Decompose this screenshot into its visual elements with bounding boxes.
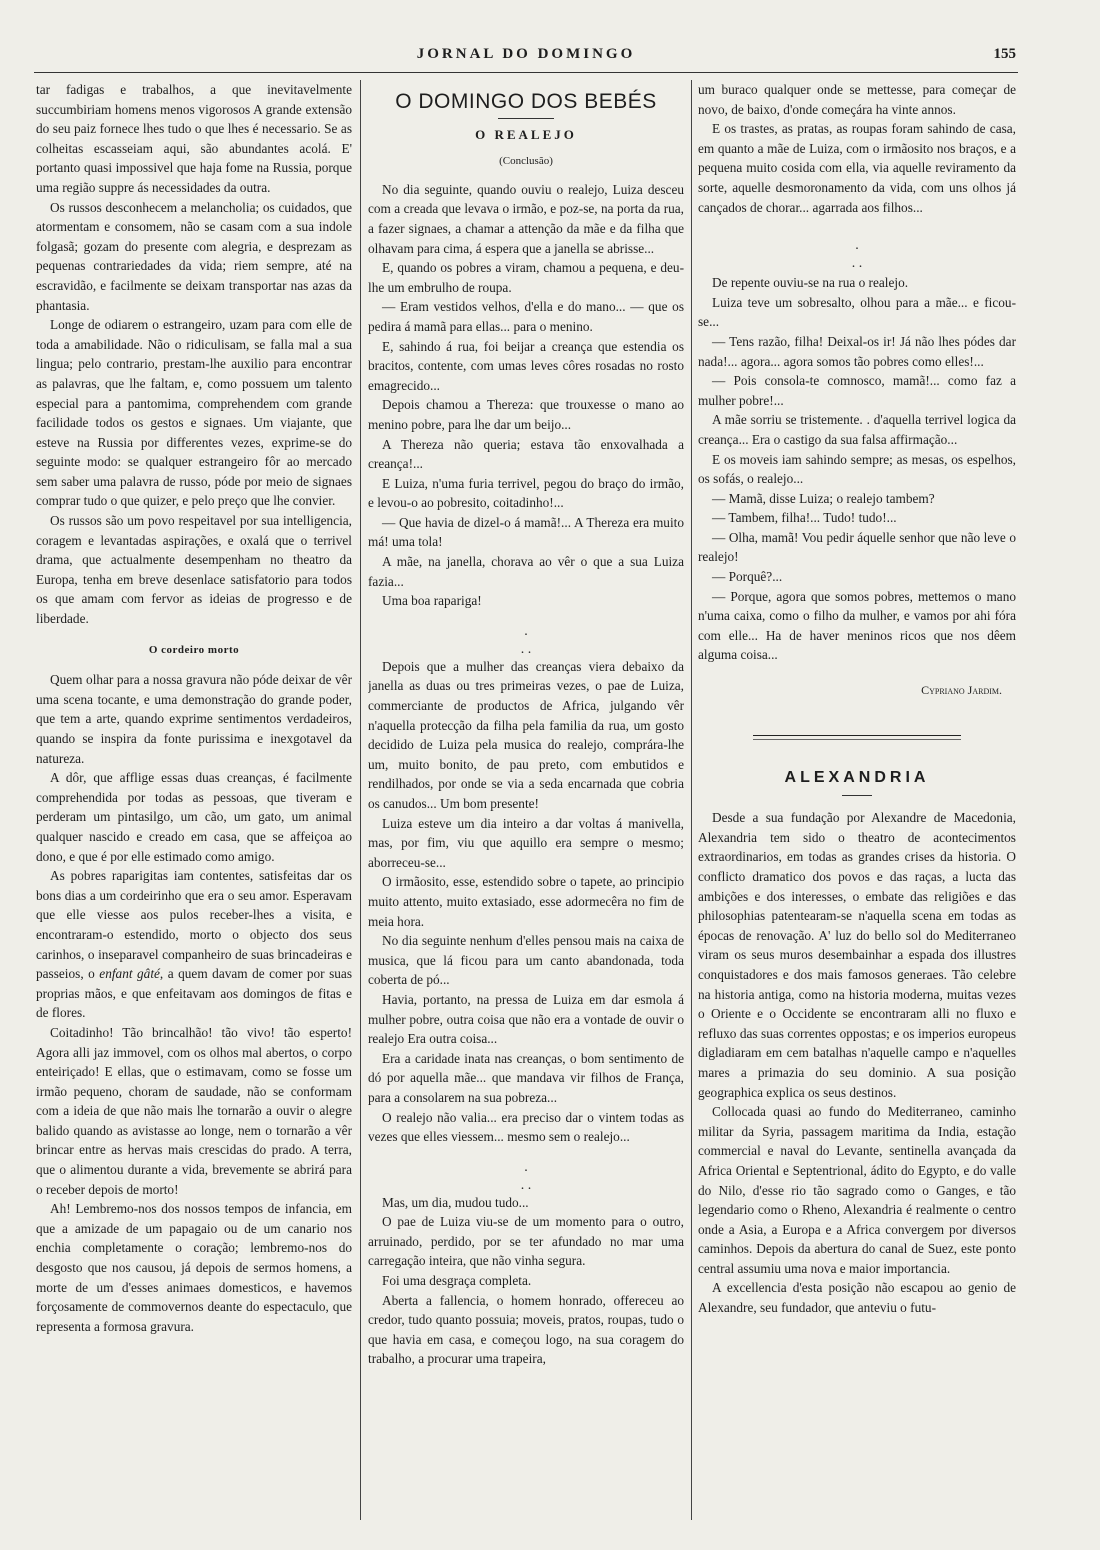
paragraph: — Tens razão, filha! Deixal-os ir! Já não lhes pódes dar nada!... agora... agora somos tão pobres como elles!... — [698, 333, 1016, 369]
paragraph: Coitadinho! Tão brincalhão! tão vivo! tão esperto! Agora alli jaz immovel, com os olhos mal abertos, o corpo enteiriçado! E ellas, que o estimavam, como se fosse um irmão pequeno, choram de saudade, não se conformam com a ideia de que não mais lhe tornarão a ouvir o alegre balido quando as avistasse ao longe, nem o tornarão a vêr brincar entre as hervas mais crescidas do prado. A terra, que o alimentou durante a vida, brevemente se abrirá para o receber depois de morto! — [36, 1024, 352, 1197]
article-title: ALEXANDRIA — [784, 768, 930, 786]
paragraph: O irmãosito, esse, estendido sobre o tapete, ao principio muito attento, muito extasiado, esse adormecêra no fim de meia hora. — [368, 874, 684, 929]
column-middle — [368, 80, 684, 1520]
paragraph: um buraco qualquer onde se mettesse, para começar de novo, de baixo, d'onde começára ha vinte annos. — [698, 82, 1016, 117]
italic-phrase: enfant gâté — [99, 966, 160, 982]
text-run: , a quem davam de comer por suas proprias mãos, e que enfeitavam aos domingos de fitas e de flores. — [36, 966, 352, 1021]
paragraph: Era a caridade inata nas creanças, o bom sentimento de dó por aquella mãe... que mandava vir filhos de França, para a consolarem na sua pobreza... — [368, 1050, 684, 1105]
title-rule — [498, 118, 554, 119]
paragraph: E os trastes, as pratas, as roupas foram sahindo de casa, em quanto a mãe de Luiza, com o irmãosito nos braços, e a pequena muito cosida com ella, via aquelle reviramento da sorte, aquelle desmoronamento da vida, com uns olhos já cançados de chorar... agarrada aos filhos... — [698, 121, 1016, 215]
paragraph: A excellencia d'esta posição não escapou ao genio de Alexandre, seu fundador, que anteviu o futu- — [698, 1280, 1016, 1316]
paragraph: tar fadigas e trabalhos, a que inevitavelmente succumbiriam homens menos vigorosos A grande extensão do seu paiz fornece lhes tudo o que lhes é necessario. Se as colheitas escasseiam aqui, são abundantes acolá. E' portanto quasi impossivel que haja fome na Russia, porque uma região suppre ás necessidades da outra. — [36, 82, 352, 195]
running-title: JORNAL DO DOMINGO — [416, 46, 636, 62]
paragraph: Depois que a mulher das creanças viera debaixo da janella as duas ou tres primeiras vezes, o pae de Luiza, commerciante de productos de Africa, julgando vêr n'aquella protecção da filha pela familia da rua, um gosto decidido de Luiza pela musica do realejo, comprára-lhe um, muito bonito, de pau preto, com embutidos e rendilhados, por onde se via a seda encarnada que cobria os canudos... Um bom presente! — [368, 658, 684, 811]
paragraph: E, sahindo á rua, foi beijar a creança que estendia os bracitos, contente, com umas leves côres rosadas no rosto emagrecido... — [368, 338, 684, 393]
paragraph: Os russos desconhecem a melancholia; os cuidados, que atormentam e consomem, não se casam com a sua indole folgasã; gozam do presente com alegria, e desprezam as pequenas contrariedades da vida; riem sempre, até na escravidão, e facilmente se deixam transportar nas azas da phantasia. — [36, 199, 352, 313]
paragraph: O realejo não valia... era preciso dar o vintem todas as vezes que elles viessem... mesmo sem o realejo... — [368, 1109, 684, 1145]
section-break: . . . — [520, 623, 532, 657]
page-header — [34, 40, 1018, 73]
paragraph: Longe de odiarem o estrangeiro, uzam para com elle de toda a amabilidade. Não o ridiculisam, se falla mal a sua lingua; pelo contrario, prestam-lhe auxilio para encontrar as palavras, que lhe faltam, e, como possuem um talento especial para a pantomima, comprehendem com grande facilidade todos os gestos e signaes. Um viajante, que esteve na Russia por differentes vezes, exprime-se do seguinte modo: se qualquer estrangeiro fôr ao mercado sem saber uma palavra de russo, póde por meio de signaes comprar tudo o que quizer, e pelo preço que lhe convier. — [36, 317, 352, 509]
paragraph: — Pois consola-te comnosco, mamã!... como faz a mulher pobre!... — [698, 373, 1016, 408]
paragraph: E, quando os pobres a viram, chamou a pequena, e deu-lhe um embrulho de roupa. — [368, 260, 684, 295]
paragraph: Havia, portanto, na pressa de Luiza em dar esmola á mulher pobre, outra coisa que não era a vontade de ouvir o realejo Era outra coisa... — [368, 991, 684, 1047]
paragraph: A mãe, na janella, chorava ao vêr o que a sua Luiza fazia... — [368, 554, 684, 589]
paragraph: E os moveis iam sahindo sempre; as mesas, os espelhos, os sofás, o realejo... — [698, 451, 1016, 487]
section-break: . . . — [520, 1159, 532, 1193]
paragraph: Luiza esteve um dia inteiro a dar voltas á manivella, mas, por fim, viu que aquillo era sempre o mesmo; aborreceu-se... — [368, 815, 684, 870]
paragraph: Mas, um dia, mudou tudo... — [382, 1194, 529, 1210]
paragraph: O pae de Luiza viu-se de um momento para o outro, arruinado, perdido, por se ter afundado no mar uma carregação inteira, que não vinha segura. — [368, 1214, 684, 1269]
paragraph: A Thereza não queria; estava tão enxovalhada a creança!... — [368, 436, 684, 472]
paragraph: Ah! Lembremo-nos dos nossos tempos de infancia, em que a amizade de um papagaio ou de um canario nos enchia completamente o coração; lembremo-nos do desgosto que nos causou, já depois de sermos homens, a morte de um d'esses animaes domesticos, e havemos forçosamente de commovernos deante do espectaculo, que representa a formosa gravura. — [36, 1201, 352, 1334]
paragraph: Uma boa rapariga! — [382, 593, 482, 609]
paragraph: De repente ouviu-se na rua o realejo. — [712, 275, 909, 291]
paragraph: — Eram vestidos velhos, d'ella e do mano... — que os pedira á mamã para ellas... para o menino. — [368, 299, 684, 334]
paragraph: No dia seguinte, quando ouviu o realejo, Luiza desceu com a creada que levava o irmão, e poz-se, na porta da rua, a fazer signaes, a chamar a attenção da mãe e da filha que olhavam para cima, á espera que a janella se abrisse... — [368, 181, 684, 256]
paragraph: A mãe sorriu se tristemente. . d'aquella terrivel logica da creança... Era o castigo da sua falsa affirmação... — [698, 412, 1016, 447]
paragraph: — Tambem, filha!... Tudo! tudo!... — [712, 510, 897, 526]
text-run: As pobres raparigitas iam contentes, satisfeitas dar os bons dias a um cordeirinho que era o seu amor. Esperavam que elle viesse aos pulos receber-lhes a visita, e encontraram-o estendido, morto o objecto dos seus carinhos, o inseparavel companheiro de suas brincadeiras e passeios, o — [36, 868, 352, 982]
section-break: . . . — [851, 238, 863, 272]
paragraph: Collocada quasi ao fundo do Mediterraneo, caminho militar da Syria, passagem maritima da India, estação commercial e naval do Levante, sentinella avançada da Africa Oriental e Septentrional, ádito do Egypto, e do valle do Nilo, d'esse rio tão sagrado como o Ganges, e tão legendario como o Rheno, Alexandria é realmente o centro onde a Asia, a Europa e a Africa convergem por diversos caminhos. Depois da abertura do canal de Suez, este ponto central assumiu uma nova e maior importancia. — [698, 1104, 1016, 1276]
paragraph: Luiza teve um sobresalto, olhou para a mãe... e ficou-se... — [698, 294, 1016, 330]
paragraph: Os russos são um povo respeitavel por sua intelligencia, coragem e levantadas aspirações, e oxalá que o terrivel drama, que actualmente desempenham no theatro da Europa, tenha em breve desenlace satisfatorio para todos os que amam com fervor as ideias de progresso e de liberdade. — [36, 513, 352, 627]
story-note: (Conclusão) — [499, 155, 553, 168]
paragraph: No dia seguinte nenhum d'elles pensou mais na caixa de musica, que lá ficou para um canto abandonada, toda coberta de pó... — [368, 933, 684, 988]
paragraph: Foi uma desgraça completa. — [382, 1273, 532, 1289]
story-title: O REALEJO — [475, 126, 577, 142]
author-signature: Cypriano Jardim. — [921, 683, 1002, 698]
paragraph: Quem olhar para a nossa gravura não póde deixar de vêr uma scena tocante, e uma demonstração do grande poder, que tem a arte, quando exprime sentimentos verdadeiros, quando se inspira da fonte purissima e inexgotavel da natureza. — [36, 672, 352, 766]
paragraph: — Porque, agora que somos pobres, mettemos o mano n'uma caixa, como o filho da mulher, e vamos por ahi fóra com elle... Ha de haver meninos ricos que nos dêem alguma coisa... — [698, 588, 1016, 663]
paragraph: Depois chamou a Thereza: que trouxesse o mano ao menino pobre, para lhe dar um beijo... — [368, 397, 684, 432]
paragraph: — Olha, mamã! Vou pedir áquelle senhor que não leve o realejo! — [698, 529, 1016, 565]
section-title: O DOMINGO DOS BEBÉS — [395, 90, 657, 113]
paragraph: A dôr, que afflige essas duas creanças, é facilmente comprehendida por todas as pessoas, que tiveram e perderam um pintasilgo, um cão, um gato, um animal qualquer nascido e creado em casa, que se affeiçoa ao dono, e que é por elle estimado como amigo. — [36, 770, 352, 864]
article-subheading: O cordeiro morto — [148, 643, 240, 656]
column-divider — [360, 80, 361, 1520]
paragraph: Desde a sua fundação por Alexandre de Macedonia, Alexandria tem sido o theatro de acontecimentos extraordinarios, em todas as grandes crises da historia. O conflicto dramatico dos povos e das raças, a lucta das ambições e dos interesses, o embate das religiões e das philosophias patentearam-se n'aquella scena em todas as épocas de renovação. A' luz do bello sol do Mediterraneo viram os seus muros desembainhar a espada dos illustres conquistadores e dos mais famosos generaes. Tão celebre na historia antiga, como na historia moderna, muitas vezes o Oriente e o Occidente se encontraram alli no fluxo e refluxo das suas correntes oppostas; e os imperios europeus digladiaram em cem batalhas n'aquelle campo e n'aquelles mares a primazia do seu dominio. A sua posição geographica explica os seus destinos. — [698, 810, 1016, 1100]
column-divider — [691, 80, 692, 1520]
column-right — [698, 80, 1016, 1520]
article-divider — [753, 735, 961, 740]
page-number: 155 — [993, 46, 1016, 62]
paragraph: E Luiza, n'uma furia terrivel, pegou do braço do irmão, e levou-o ao pobresito, coitadinho!... — [368, 475, 684, 511]
paragraph: — Que havia de dizel-o á mamã!... A Thereza era muito má! uma tola! — [368, 514, 684, 550]
column-left — [36, 80, 352, 1520]
paragraph — [36, 866, 352, 1023]
paragraph: Aberta a fallencia, o homem honrado, offereceu ao credor, tudo quanto possuia; moveis, pratos, roupas, tudo o que havia em casa, e começou logo, na sua coragem do trabalho, a procurar uma trapeira, — [368, 1292, 684, 1367]
paragraph: — Porquê?... — [712, 569, 783, 585]
paragraph: — Mamã, disse Luiza; o realejo tambem? — [712, 490, 935, 506]
title-rule — [842, 795, 872, 796]
